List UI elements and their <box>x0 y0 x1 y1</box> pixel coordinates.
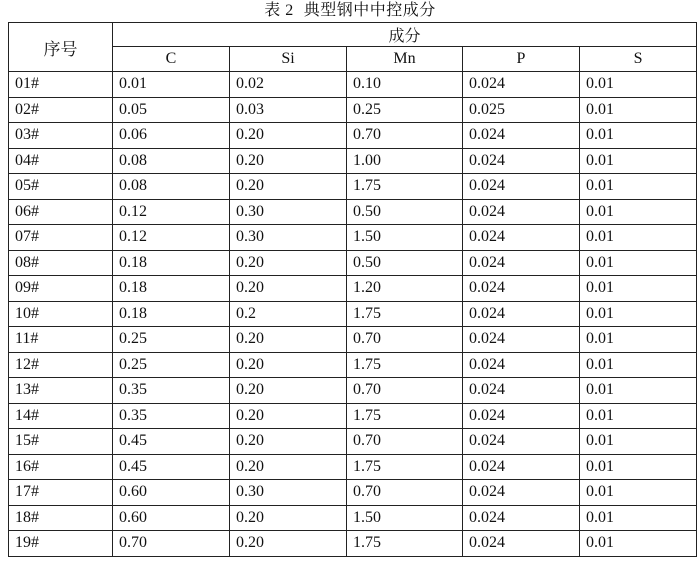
cell-s: 0.01 <box>580 429 697 455</box>
cell-mn: 0.25 <box>347 97 463 123</box>
cell-p: 0.024 <box>463 250 580 276</box>
cell-c: 0.25 <box>113 327 230 353</box>
table-row <box>9 403 697 429</box>
cell-mn: 0.50 <box>347 199 463 225</box>
cell-mn: 0.70 <box>347 429 463 455</box>
cell-p: 0.024 <box>463 72 580 98</box>
cell-c: 0.05 <box>113 97 230 123</box>
cell-s: 0.01 <box>580 250 697 276</box>
table-row <box>9 531 697 557</box>
table-row <box>9 429 697 455</box>
cell-mn: 1.75 <box>347 174 463 200</box>
cell-c: 0.12 <box>113 199 230 225</box>
cell-si: 0.20 <box>230 123 347 149</box>
cell-p: 0.024 <box>463 327 580 353</box>
cell-si: 0.30 <box>230 480 347 506</box>
cell-c: 0.70 <box>113 531 230 557</box>
cell-si: 0.20 <box>230 352 347 378</box>
table-row <box>9 123 697 149</box>
table-row <box>9 378 697 404</box>
cell-c: 0.08 <box>113 174 230 200</box>
table-row <box>9 454 697 480</box>
table-title: 典型钢中中控成分 <box>303 2 436 19</box>
cell-s: 0.01 <box>580 480 697 506</box>
cell-si: 0.20 <box>230 403 347 429</box>
cell-p: 0.024 <box>463 352 580 378</box>
cell-mn: 0.70 <box>347 480 463 506</box>
cell-si: 0.03 <box>230 97 347 123</box>
cell-mn: 1.75 <box>347 301 463 327</box>
cell-mn: 1.50 <box>347 225 463 251</box>
cell-p: 0.024 <box>463 505 580 531</box>
row-id-cell: 14# <box>9 403 113 429</box>
cell-c: 0.18 <box>113 250 230 276</box>
cell-si: 0.20 <box>230 454 347 480</box>
row-id-cell: 04# <box>9 148 113 174</box>
cell-mn: 1.20 <box>347 276 463 302</box>
cell-p: 0.024 <box>463 403 580 429</box>
cell-p: 0.024 <box>463 225 580 251</box>
cell-s: 0.01 <box>580 148 697 174</box>
cell-p: 0.025 <box>463 97 580 123</box>
cell-c: 0.35 <box>113 378 230 404</box>
table-row <box>9 199 697 225</box>
cell-si: 0.20 <box>230 148 347 174</box>
column-header-mn: Mn <box>347 47 463 72</box>
cell-mn: 1.75 <box>347 352 463 378</box>
cell-p: 0.024 <box>463 480 580 506</box>
cell-si: 0.20 <box>230 429 347 455</box>
composition-table <box>8 22 697 557</box>
cell-s: 0.01 <box>580 123 697 149</box>
column-header-s: S <box>580 47 697 72</box>
cell-c: 0.60 <box>113 505 230 531</box>
cell-c: 0.45 <box>113 454 230 480</box>
cell-p: 0.024 <box>463 378 580 404</box>
row-id-cell: 02# <box>9 97 113 123</box>
header-row-elements <box>9 47 697 72</box>
row-id-cell: 12# <box>9 352 113 378</box>
cell-p: 0.024 <box>463 531 580 557</box>
row-id-cell: 01# <box>9 72 113 98</box>
cell-s: 0.01 <box>580 531 697 557</box>
table-caption <box>0 0 700 22</box>
cell-s: 0.01 <box>580 327 697 353</box>
table-row <box>9 72 697 98</box>
row-id-cell: 19# <box>9 531 113 557</box>
row-id-cell: 18# <box>9 505 113 531</box>
table-body <box>9 72 697 557</box>
cell-s: 0.01 <box>580 403 697 429</box>
cell-c: 0.06 <box>113 123 230 149</box>
cell-mn: 1.00 <box>347 148 463 174</box>
table-row <box>9 174 697 200</box>
cell-p: 0.024 <box>463 123 580 149</box>
cell-p: 0.024 <box>463 301 580 327</box>
row-number-header: 序号 <box>9 23 113 72</box>
cell-s: 0.01 <box>580 276 697 302</box>
row-id-cell: 10# <box>9 301 113 327</box>
cell-c: 0.45 <box>113 429 230 455</box>
table-row <box>9 301 697 327</box>
row-id-cell: 08# <box>9 250 113 276</box>
cell-si: 0.20 <box>230 531 347 557</box>
row-id-cell: 03# <box>9 123 113 149</box>
cell-s: 0.01 <box>580 352 697 378</box>
cell-s: 0.01 <box>580 174 697 200</box>
cell-s: 0.01 <box>580 225 697 251</box>
table-header <box>9 23 697 72</box>
table-row <box>9 480 697 506</box>
cell-p: 0.024 <box>463 174 580 200</box>
cell-c: 0.01 <box>113 72 230 98</box>
cell-si: 0.02 <box>230 72 347 98</box>
cell-p: 0.024 <box>463 199 580 225</box>
row-id-cell: 17# <box>9 480 113 506</box>
cell-s: 0.01 <box>580 378 697 404</box>
column-header-p: P <box>463 47 580 72</box>
cell-c: 0.25 <box>113 352 230 378</box>
table-number: 表 2 <box>264 2 294 19</box>
column-header-c: C <box>113 47 230 72</box>
cell-si: 0.20 <box>230 174 347 200</box>
cell-mn: 0.10 <box>347 72 463 98</box>
table-row <box>9 148 697 174</box>
cell-s: 0.01 <box>580 199 697 225</box>
cell-p: 0.024 <box>463 454 580 480</box>
cell-mn: 1.75 <box>347 454 463 480</box>
cell-s: 0.01 <box>580 301 697 327</box>
table-row <box>9 97 697 123</box>
composition-group-header: 成分 <box>113 23 697 47</box>
table-row <box>9 225 697 251</box>
row-id-cell: 15# <box>9 429 113 455</box>
cell-p: 0.024 <box>463 148 580 174</box>
cell-mn: 1.50 <box>347 505 463 531</box>
cell-c: 0.12 <box>113 225 230 251</box>
row-id-cell: 11# <box>9 327 113 353</box>
row-id-cell: 09# <box>9 276 113 302</box>
cell-si: 0.30 <box>230 225 347 251</box>
row-id-cell: 07# <box>9 225 113 251</box>
cell-c: 0.35 <box>113 403 230 429</box>
cell-si: 0.20 <box>230 250 347 276</box>
cell-mn: 1.75 <box>347 531 463 557</box>
cell-s: 0.01 <box>580 454 697 480</box>
cell-s: 0.01 <box>580 72 697 98</box>
cell-mn: 0.70 <box>347 378 463 404</box>
table-row <box>9 250 697 276</box>
cell-si: 0.2 <box>230 301 347 327</box>
cell-mn: 1.75 <box>347 403 463 429</box>
cell-mn: 0.70 <box>347 123 463 149</box>
cell-p: 0.024 <box>463 276 580 302</box>
cell-si: 0.20 <box>230 327 347 353</box>
cell-c: 0.60 <box>113 480 230 506</box>
cell-si: 0.20 <box>230 276 347 302</box>
table-row <box>9 505 697 531</box>
row-id-cell: 16# <box>9 454 113 480</box>
cell-c: 0.18 <box>113 301 230 327</box>
column-header-si: Si <box>230 47 347 72</box>
row-id-cell: 13# <box>9 378 113 404</box>
row-id-cell: 05# <box>9 174 113 200</box>
cell-s: 0.01 <box>580 97 697 123</box>
cell-si: 0.30 <box>230 199 347 225</box>
cell-p: 0.024 <box>463 429 580 455</box>
cell-c: 0.18 <box>113 276 230 302</box>
table-row <box>9 352 697 378</box>
cell-c: 0.08 <box>113 148 230 174</box>
cell-si: 0.20 <box>230 378 347 404</box>
cell-mn: 0.70 <box>347 327 463 353</box>
row-id-cell: 06# <box>9 199 113 225</box>
table-row <box>9 276 697 302</box>
table-row <box>9 327 697 353</box>
cell-s: 0.01 <box>580 505 697 531</box>
header-row-group <box>9 23 697 47</box>
cell-si: 0.20 <box>230 505 347 531</box>
cell-mn: 0.50 <box>347 250 463 276</box>
